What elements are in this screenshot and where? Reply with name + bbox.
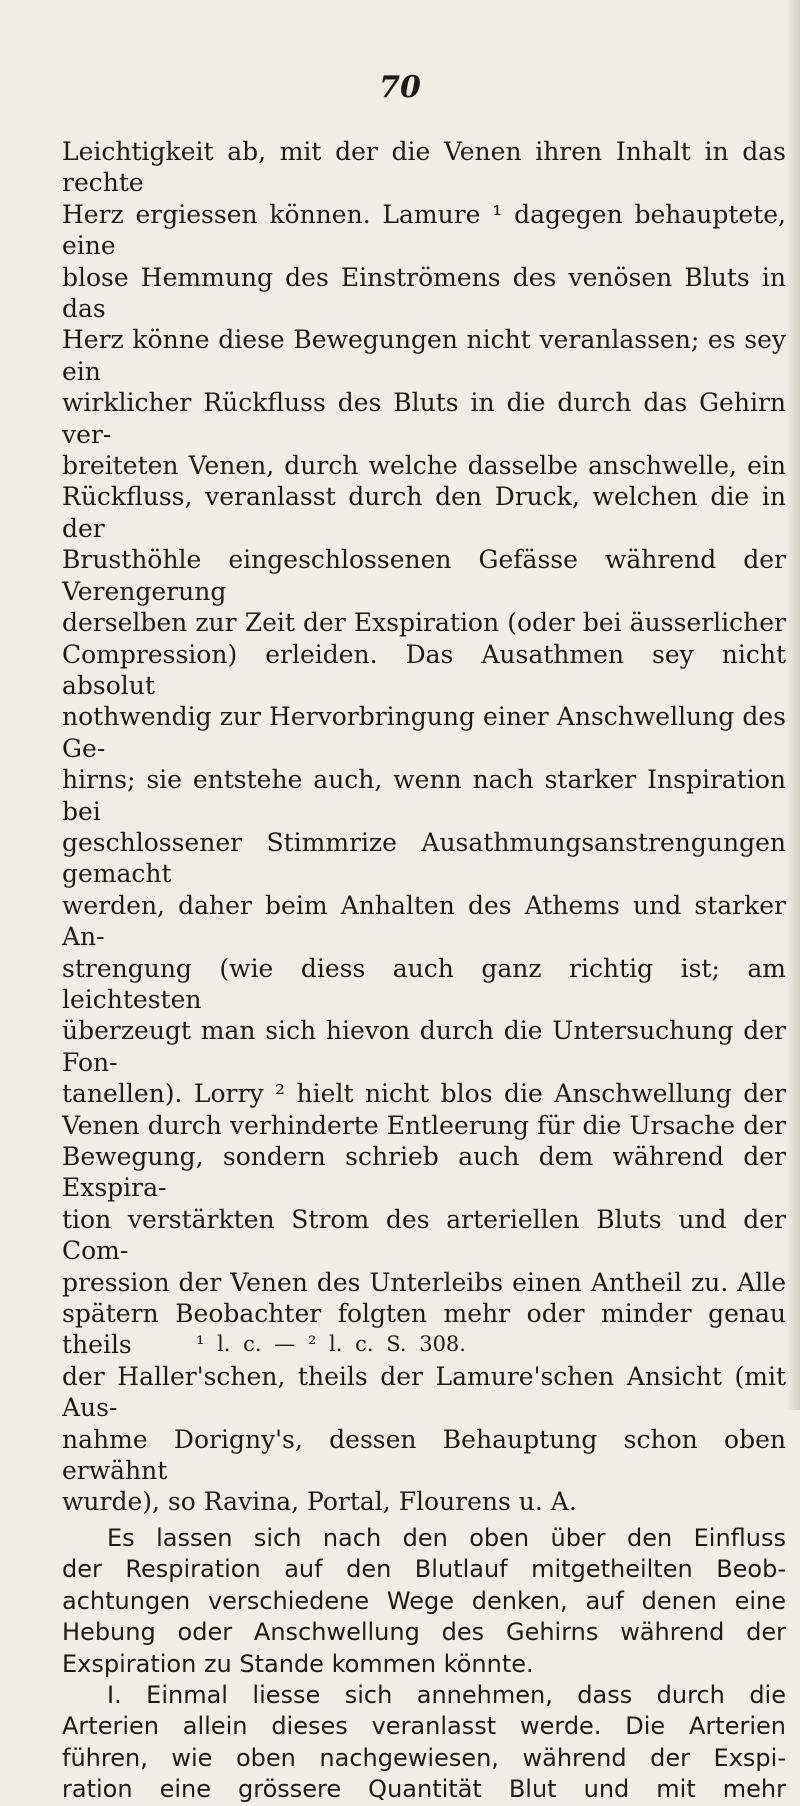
page-number: 70 xyxy=(379,70,421,105)
text-line: breiteten Venen, durch welche dasselbe anschwelle, ein xyxy=(62,451,786,481)
text-line: Bewegung, sondern schrieb auch dem während der Exspira- xyxy=(62,1142,786,1203)
text-line: wirklicher Rückfluss des Bluts in die durch das Gehirn ver- xyxy=(62,388,786,449)
text-line: geschlossener Stimmrize Ausathmungsanstrengungen gemacht xyxy=(62,827,786,889)
text-line: der Haller'schen, theils der Lamure'schen Ansicht (mit Aus- xyxy=(62,1361,786,1423)
text-line: tanellen). Lorry ² hielt nicht blos die Anschwellung der xyxy=(62,1079,786,1109)
text-line: Herz ergiessen können. Lamure ¹ dagegen behauptete, eine xyxy=(62,199,786,261)
paragraph-2 xyxy=(62,1523,786,1680)
text-line: der Respiration auf den Blutlauf mitgetheilten Beob- xyxy=(62,1555,786,1584)
text-line: werden, daher beim Anhalten des Athems und starker An- xyxy=(62,890,786,952)
text-line: nothwendig zur Hervorbringung einer Anschwellung des Ge- xyxy=(62,702,786,763)
text-line: blose Hemmung des Einströmens des venösen Bluts in das xyxy=(62,262,786,324)
text-line: derselben zur Zeit der Exspiration (oder bei äusserlicher xyxy=(62,608,786,638)
text-line: überzeugt man sich hievon durch die Untersuchung der Fon- xyxy=(62,1016,786,1077)
text-line: Exspiration zu Stande kommen könnte. xyxy=(62,1649,534,1678)
text-line: Herz könne diese Bewegungen nicht veranlassen; es sey ein xyxy=(62,325,786,386)
text-line: spätern Beobachter folgten mehr oder minder genau theils xyxy=(62,1299,786,1360)
page-edge-shadow xyxy=(786,0,800,1410)
text-line: ration eine grössere Quantität Blut und mit mehr xyxy=(62,1775,786,1804)
text-line: nahme Dorigny's, dessen Behauptung schon oben erwähnt xyxy=(62,1424,786,1486)
text-line: strengung (wie diess auch ganz richtig ist; am leichtesten xyxy=(62,953,786,1014)
text-line: achtungen verschiedene Wege denken, auf denen eine xyxy=(62,1586,786,1615)
text-line: hirns; sie entstehe auch, wenn nach starker Inspiration bei xyxy=(62,765,786,826)
text-line: führen, wie oben nachgewiesen, während der Exspi- xyxy=(62,1743,786,1772)
text-line: I. Einmal liesse sich annehmen, dass durch die xyxy=(107,1680,786,1709)
paragraph-3 xyxy=(62,1680,786,1806)
text-line: Rückfluss, veranlasst durch den Druck, welchen die in der xyxy=(62,482,786,543)
text-line: Compression) erleiden. Das Ausathmen sey nicht absolut xyxy=(62,639,786,700)
text-line: tion verstärkten Strom des arteriellen Bluts und der Com- xyxy=(62,1204,786,1266)
text-line: pression der Venen des Unterleibs einen Antheil zu. Alle xyxy=(62,1267,786,1297)
text-line: Es lassen sich nach den oben über den Einfluss xyxy=(107,1523,786,1552)
text-line: Hebung oder Anschwellung des Gehirns während der xyxy=(62,1618,786,1647)
text-line: Brusthöhle eingeschlossenen Gefässe während der Verengerung xyxy=(62,545,786,606)
text-line: Leichtigkeit ab, mit der die Venen ihren Inhalt in das rechte xyxy=(62,137,786,198)
text-line: Venen durch verhinderte Entleerung für die Ursache der xyxy=(62,1110,786,1140)
paragraph-1 xyxy=(62,136,786,1518)
footnote: ¹ l. c. — ² l. c. S. 308. xyxy=(196,1332,466,1356)
text-line: Arterien allein dieses veranlasst werde. Die Arterien xyxy=(62,1712,786,1741)
text-line: wurde), so Ravina, Portal, Flourens u. A. xyxy=(62,1487,577,1517)
body-text xyxy=(62,136,786,1806)
